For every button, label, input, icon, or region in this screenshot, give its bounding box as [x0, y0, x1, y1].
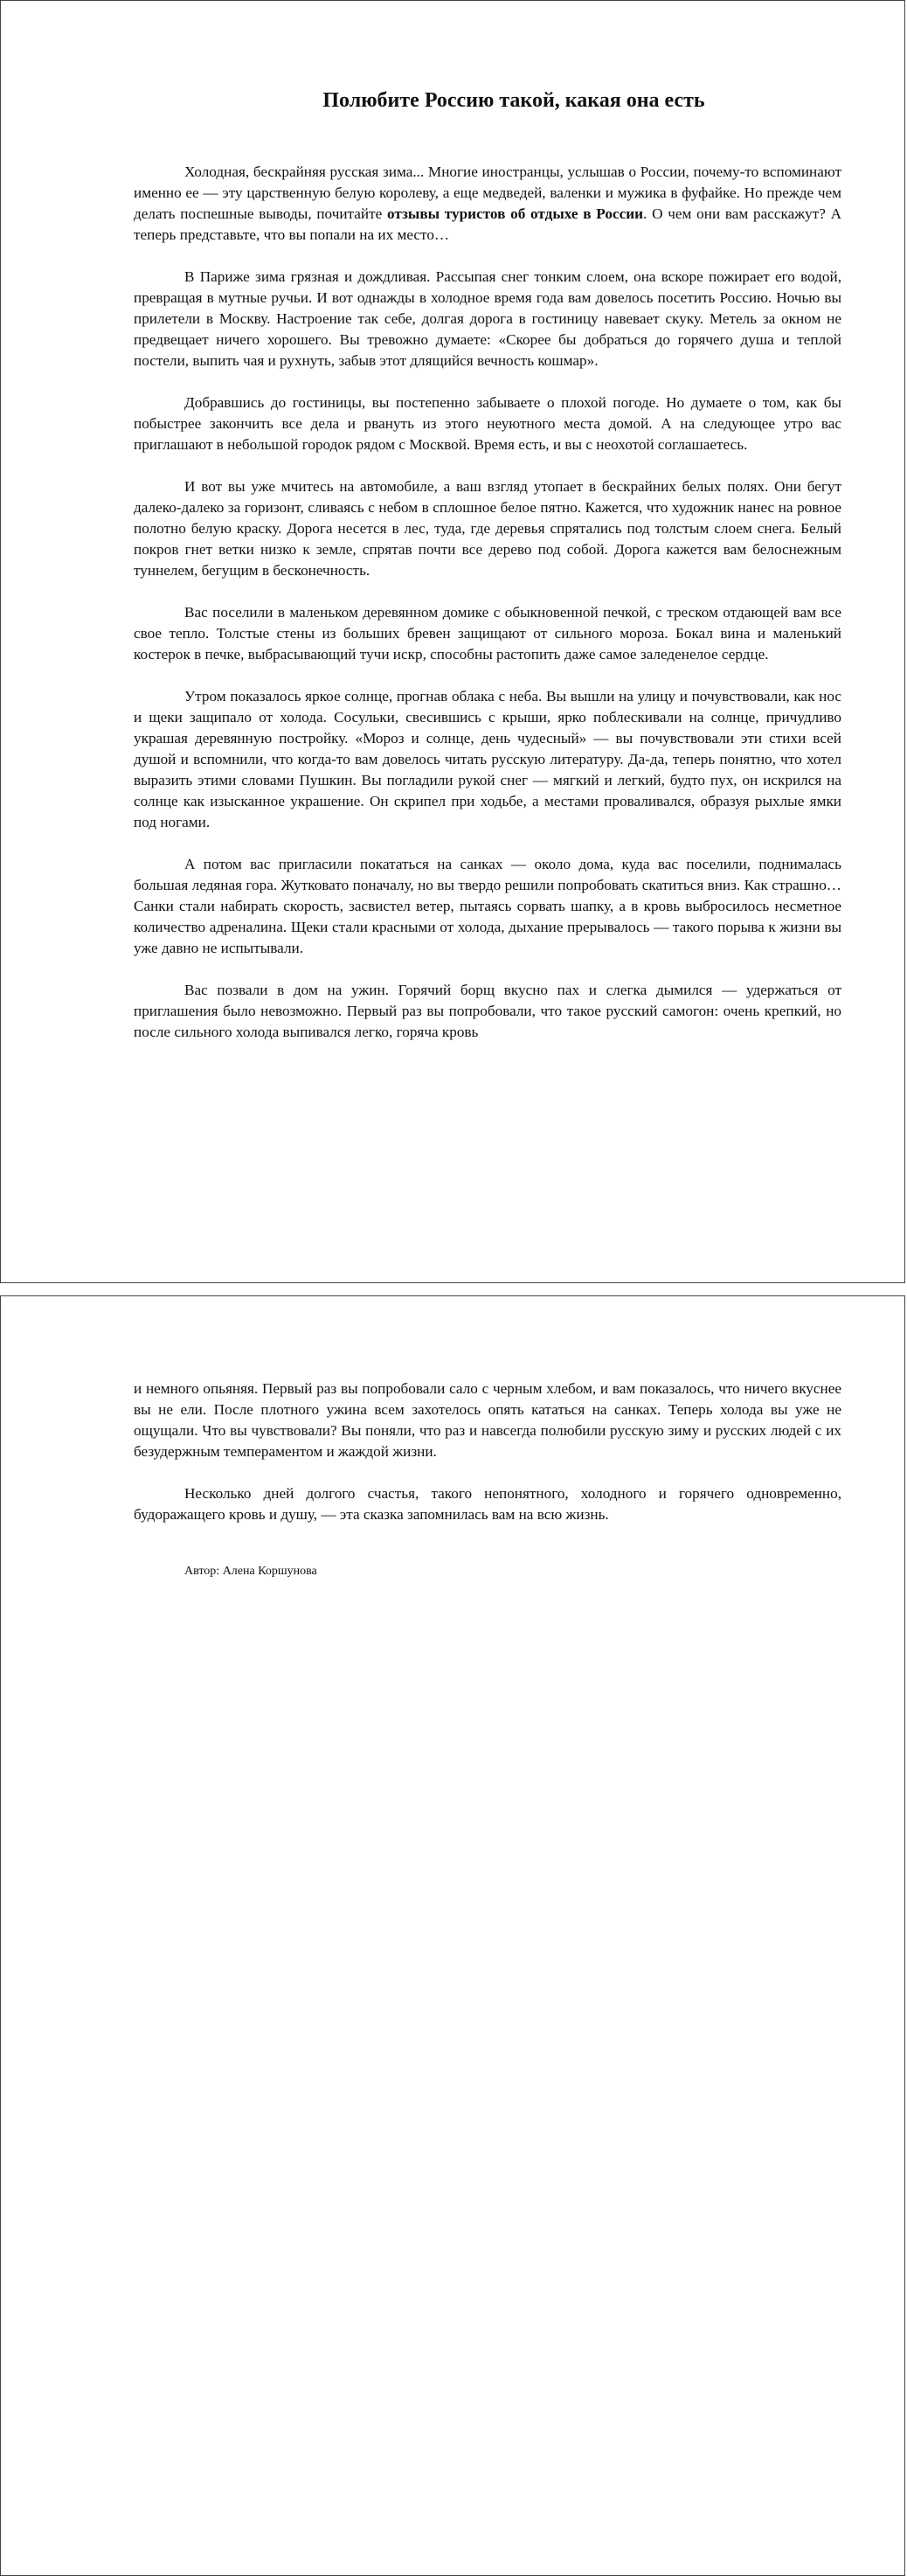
- document-page-2: [0, 1295, 905, 2576]
- page-2-content: [134, 1378, 841, 1580]
- document-title: Полюбите Россию такой, какая она есть: [322, 89, 705, 112]
- paragraph-3: Добравшись до гостиницы, вы постепенно забываете о плохой погоде. Но думаете о том, как бы побыстрее закончить все дела и рвануть из этого неуютного места домой. А на следующее утро вас приглашают в небольшой городок рядом с Москвой. Время есть, и вы с неохотой соглашаетесь.: [134, 394, 841, 453]
- paragraph-5: Вас поселили в маленьком деревянном домике с обыкновенной печкой, с треском отдающей вам все свое тепло. Толстые стены из больших бревен защищают от сильного мороза. Бокал вина и маленький костерок в печке, выбрасывающий тучи искр, способны растопить даже самое заледенелое сердце.: [134, 604, 841, 663]
- paragraph-8-end: и немного опьяняя. Первый раз вы попробовали сало с черным хлебом, и вам показалось, что ничего вкуснее вы не ели. После плотного ужина всем захотелось опять кататься на санках. Теперь холода вы уже не ощущали. Что вы чувствовали? Вы поняли, что раз и навсегда полюбили русскую зиму и русских людей с их безудержным темпераментом и жаждой жизни.: [134, 1380, 841, 1460]
- paragraph-4: И вот вы уже мчитесь на автомобиле, а ваш взгляд утопает в бескрайних белых полях. Они бегут далеко-далеко за горизонт, сливаясь с небом в сплошное белое пятно. Кажется, что художник нанес на ровное полотно белую краску. Дорога несется в лес, туда, где деревья спрятались под толстым слоем снега. Белый покров гнет ветки низко к земле, спрятав почти все дерево под собой. Дорога кажется вам белоснежным туннелем, бегущим в бесконечность.: [134, 478, 841, 579]
- paragraph-7: А потом вас пригласили покататься на санках — около дома, куда вас поселили, поднималась большая ледяная гора. Жутковато поначалу, но вы твердо решили попробовать скатиться вниз. Как страшно… Санки стали набирать скорость, засвистел ветер, пытаясь сорвать шапку, а в кровь выбросилось несметное количество адреналина. Щеки стали красными от холода, дыхание прерывалось — такого порыва к жизни вы уже давно не испытывали.: [134, 856, 841, 956]
- tourist-reviews-bold-text: отзывы туристов об отдыхе в России: [387, 205, 644, 222]
- paragraph-2: В Париже зима грязная и дождливая. Рассыпая снег тонким слоем, она вскоре пожирает его водой, превращая в мутные ручьи. И вот однажды в холодное время года вам довелось посетить Россию. Ночью вы прилетели в Москву. Настроение так себе, долгая дорога в гостиницу навевает скуку. Метель за окном не предвещает ничего хорошего. Вы тревожно думаете: «Скорее бы добраться до горячего душа и теплой постели, выпить чая и рухнуть, забыв этот длящийся вечность кошмар».: [134, 268, 841, 369]
- paragraph-1: [134, 162, 841, 246]
- paragraph-1-text-end: . О чем они вам расскажут? А теперь представьте, что вы попали на их место…: [134, 205, 841, 243]
- paragraph-6: Утром показалось яркое солнце, прогнав облака с неба. Вы вышли на улицу и почувствовали, как нос и щеки защипало от холода. Сосульки, свесившись с крыши, ярко поблескивали на солнце, причудливо украшая деревянную постройку. «Мороз и солнце, день чудесный» — вы почувствовали эти стихи всей душой и вспомнили, что когда-то вам довелось читать русскую литературу. Да-да, теперь понятно, что хотел выразить этими словами Пушкин. Вы погладили рукой снег — мягкий и легкий, будто пух, он искрился на солнце как изысканное украшение. Он скрипел при ходьбе, а местами проваливался, образуя рыхлые ямки под ногами.: [134, 688, 841, 830]
- document-page-1: [0, 0, 905, 1283]
- author-credit: Автор: Алена Коршунова: [184, 1565, 317, 1578]
- paragraph-1-text-start: Холодная, бескрайняя русская зима... Многие иностранцы, услышав о России, почему-то вспоминают именно ее — эту царственную белую королеву, а еще медведей, валенки и мужика в фуфайке. Но прежде чем делать поспешные выводы, почитайте: [134, 163, 841, 222]
- paragraph-8-start: Вас позвали в дом на ужин. Горячий борщ вкусно пах и слегка дымился — удержаться от приглашения было невозможно. Первый раз вы попробовали, что такое русский самогон: очень крепкий, но после сильного холода выпивался легко, горяча кровь: [134, 982, 841, 1040]
- page-1-content: [134, 88, 841, 1064]
- paragraph-9: Несколько дней долгого счастья, такого непонятного, холодного и горячего одновременно, будоражащего кровь и душу, — эта сказка запомнилась вам на всю жизнь.: [134, 1485, 841, 1523]
- page-separator: [0, 1283, 905, 1295]
